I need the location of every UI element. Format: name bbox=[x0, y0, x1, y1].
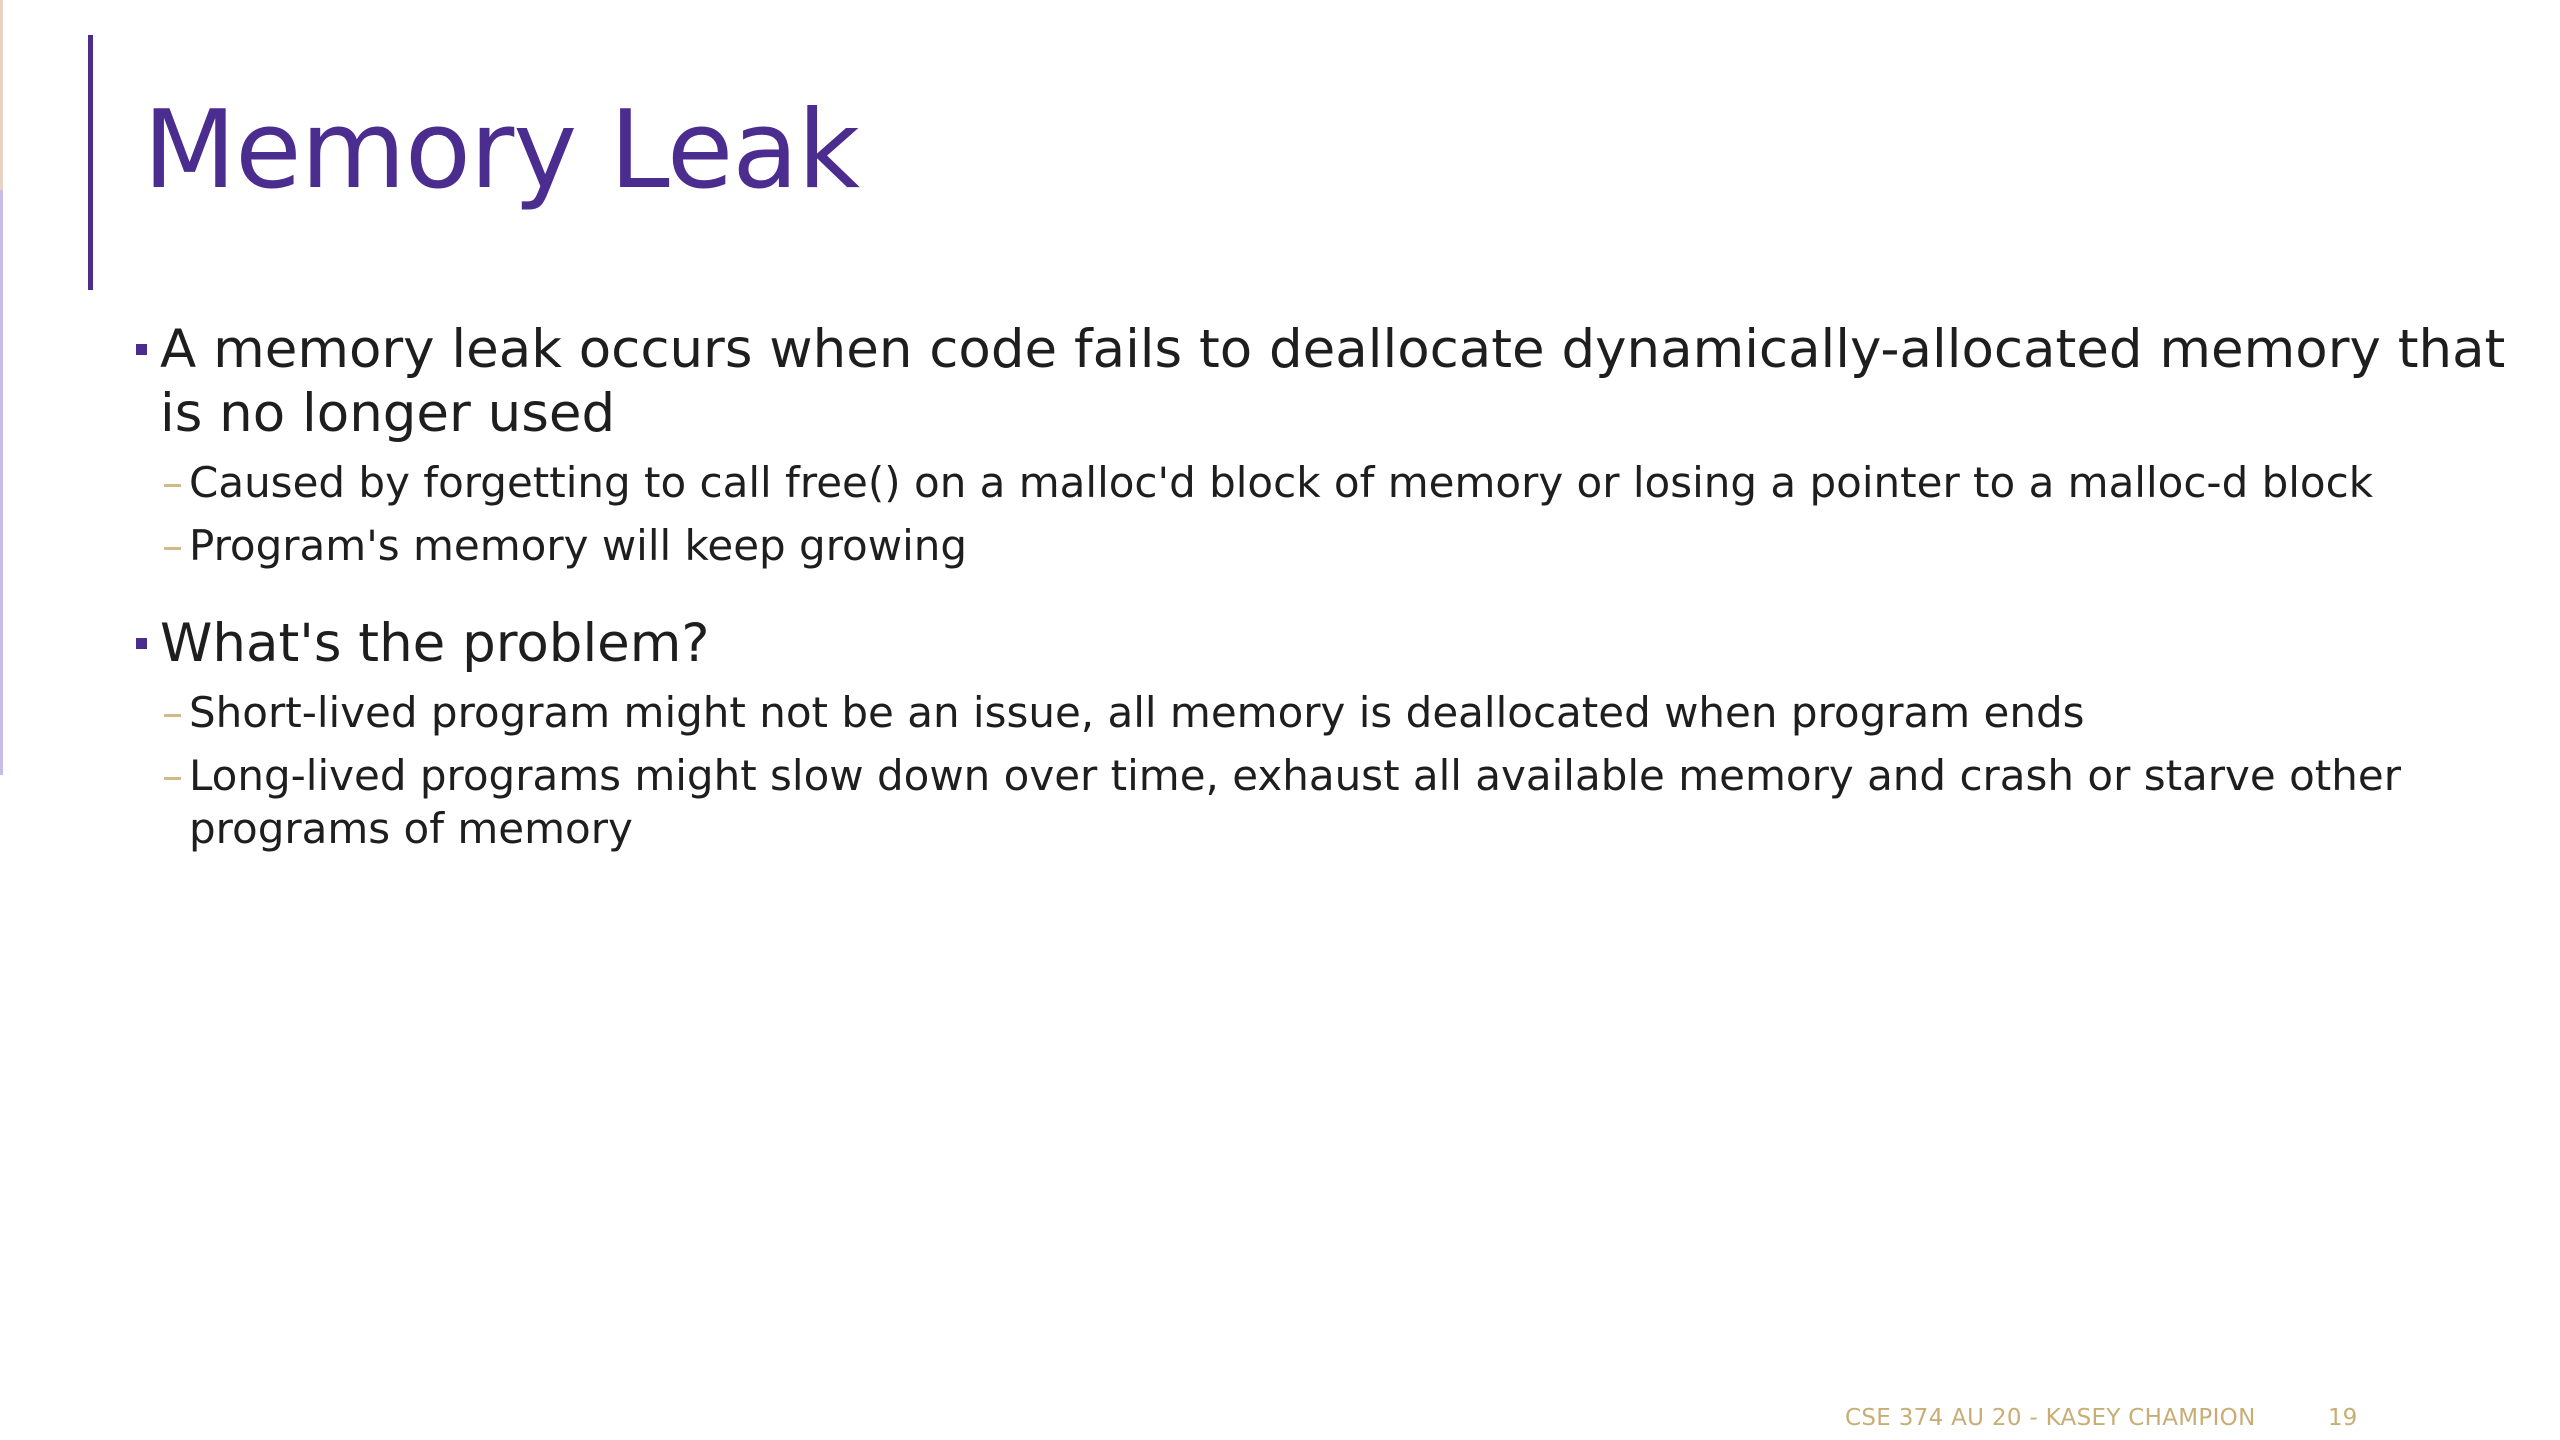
bullet-2-text: What's the problem? bbox=[160, 613, 710, 674]
dash-bullet-icon: – bbox=[162, 751, 183, 800]
dash-bullet-icon: – bbox=[162, 688, 183, 737]
bullet-1-sub-1-text: Caused by forgetting to call free() on a malloc'd block of memory or losing a pointer to a malloc-d block bbox=[189, 458, 2374, 507]
page-number: 19 bbox=[2328, 1405, 2358, 1431]
dash-bullet-icon: – bbox=[162, 458, 183, 507]
slide-edge-line-top bbox=[0, 0, 3, 190]
slide-footer: CSE 374 AU 20 - KASEY CHAMPION bbox=[1845, 1405, 2256, 1431]
bullet-2-sub-1-text: Short-lived program might not be an issue, all memory is deallocated when program ends bbox=[189, 688, 2085, 737]
bullet-2-sub-1 bbox=[130, 686, 2510, 739]
dash-bullet-icon: – bbox=[162, 521, 183, 570]
bullet-2-sub-2-text: Long-lived programs might slow down over time, exhaust all available memory and crash or starve other programs of memory bbox=[189, 751, 2401, 853]
bullet-1-sub-1 bbox=[130, 456, 2510, 509]
bullet-1-sub-2 bbox=[130, 519, 2510, 572]
title-accent-bar bbox=[88, 35, 93, 290]
bullet-1 bbox=[130, 318, 2510, 446]
slide-body bbox=[130, 318, 2510, 855]
slide-edge-line-bottom bbox=[0, 190, 3, 775]
square-bullet-icon bbox=[136, 344, 147, 355]
slide-title: Memory Leak bbox=[143, 88, 859, 213]
bullet-1-sub-2-text: Program's memory will keep growing bbox=[189, 521, 968, 570]
bullet-2 bbox=[130, 612, 2510, 676]
square-bullet-icon bbox=[136, 638, 147, 649]
bullet-1-text: A memory leak occurs when code fails to deallocate dynamically-allocated memory that is no longer used bbox=[160, 319, 2506, 444]
bullet-2-sub-2 bbox=[130, 749, 2510, 855]
